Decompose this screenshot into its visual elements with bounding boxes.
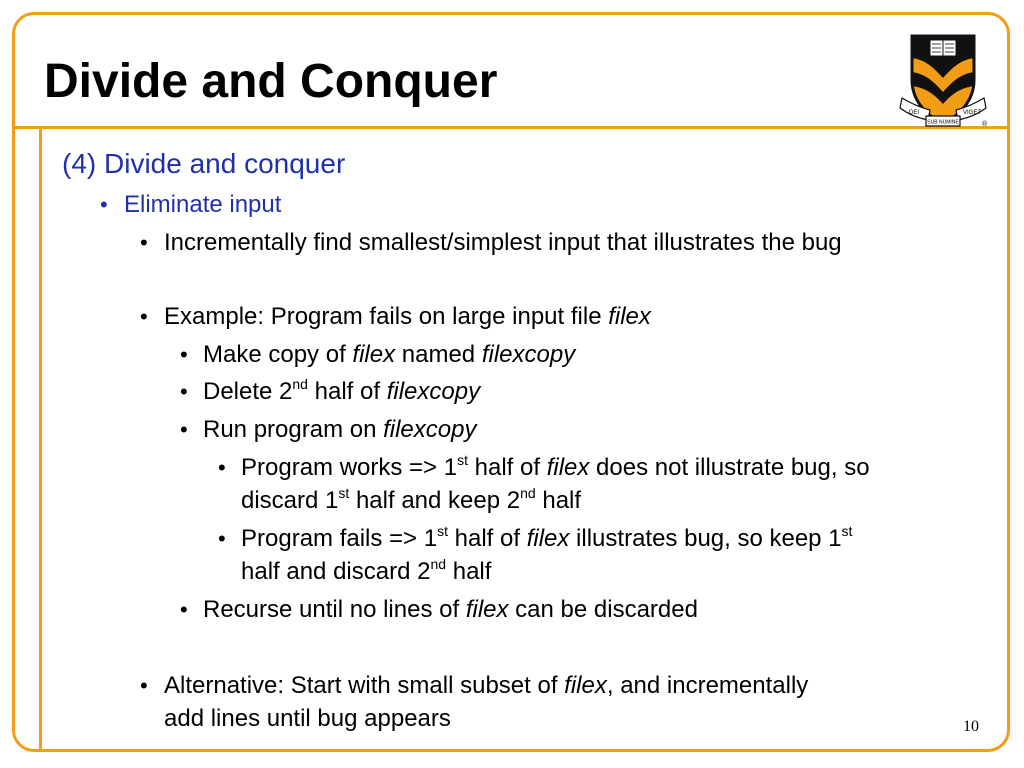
bullet-icon: • [140, 673, 148, 698]
bullet-run-program: Run program on filexcopy [203, 416, 477, 443]
bullet-program-fails-cont: half and discard 2nd half [241, 556, 492, 585]
logo-motto-center: SUB NUMINE [927, 119, 959, 126]
bullet-icon: • [218, 455, 226, 480]
bullet-icon: • [140, 304, 148, 329]
bullet-icon: • [100, 192, 108, 217]
bullet-icon: • [218, 526, 226, 551]
bullet-delete-half: Delete 2nd half of filexcopy [203, 376, 481, 405]
bullet-eliminate-input: Eliminate input [124, 191, 282, 218]
bullet-program-fails: Program fails => 1st half of filex illustrates bug, so keep 1st [241, 523, 853, 552]
page-number: 10 [963, 718, 979, 735]
bullet-program-works-cont: discard 1st half and keep 2nd half [241, 485, 582, 514]
section-heading: (4) Divide and conquer [62, 148, 346, 179]
bullet-icon: • [180, 379, 188, 404]
bullet-recurse: Recurse until no lines of filex can be discarded [203, 596, 698, 623]
bullet-icon: • [180, 417, 188, 442]
bullet-example: Example: Program fails on large input file filex [164, 303, 651, 330]
logo-motto-left: DEI [908, 110, 920, 116]
logo-motto-right: VIGET [962, 110, 982, 116]
bullet-program-works: Program works => 1st half of filex does not illustrate bug, so [241, 452, 870, 481]
bullet-icon: • [180, 597, 188, 622]
bullet-make-copy: Make copy of filex named filexcopy [203, 341, 576, 368]
bullet-icon: • [180, 342, 188, 367]
slide-title: Divide and Conquer [44, 55, 498, 108]
bullet-icon: • [140, 230, 148, 255]
registered-mark: ® [982, 121, 988, 128]
bullet-alternative-cont: add lines until bug appears [164, 705, 451, 732]
bullet-incremental-find: Incrementally find smallest/simplest input that illustrates the bug [164, 229, 842, 256]
bullet-alternative: Alternative: Start with small subset of filex, and incrementally [164, 672, 809, 699]
